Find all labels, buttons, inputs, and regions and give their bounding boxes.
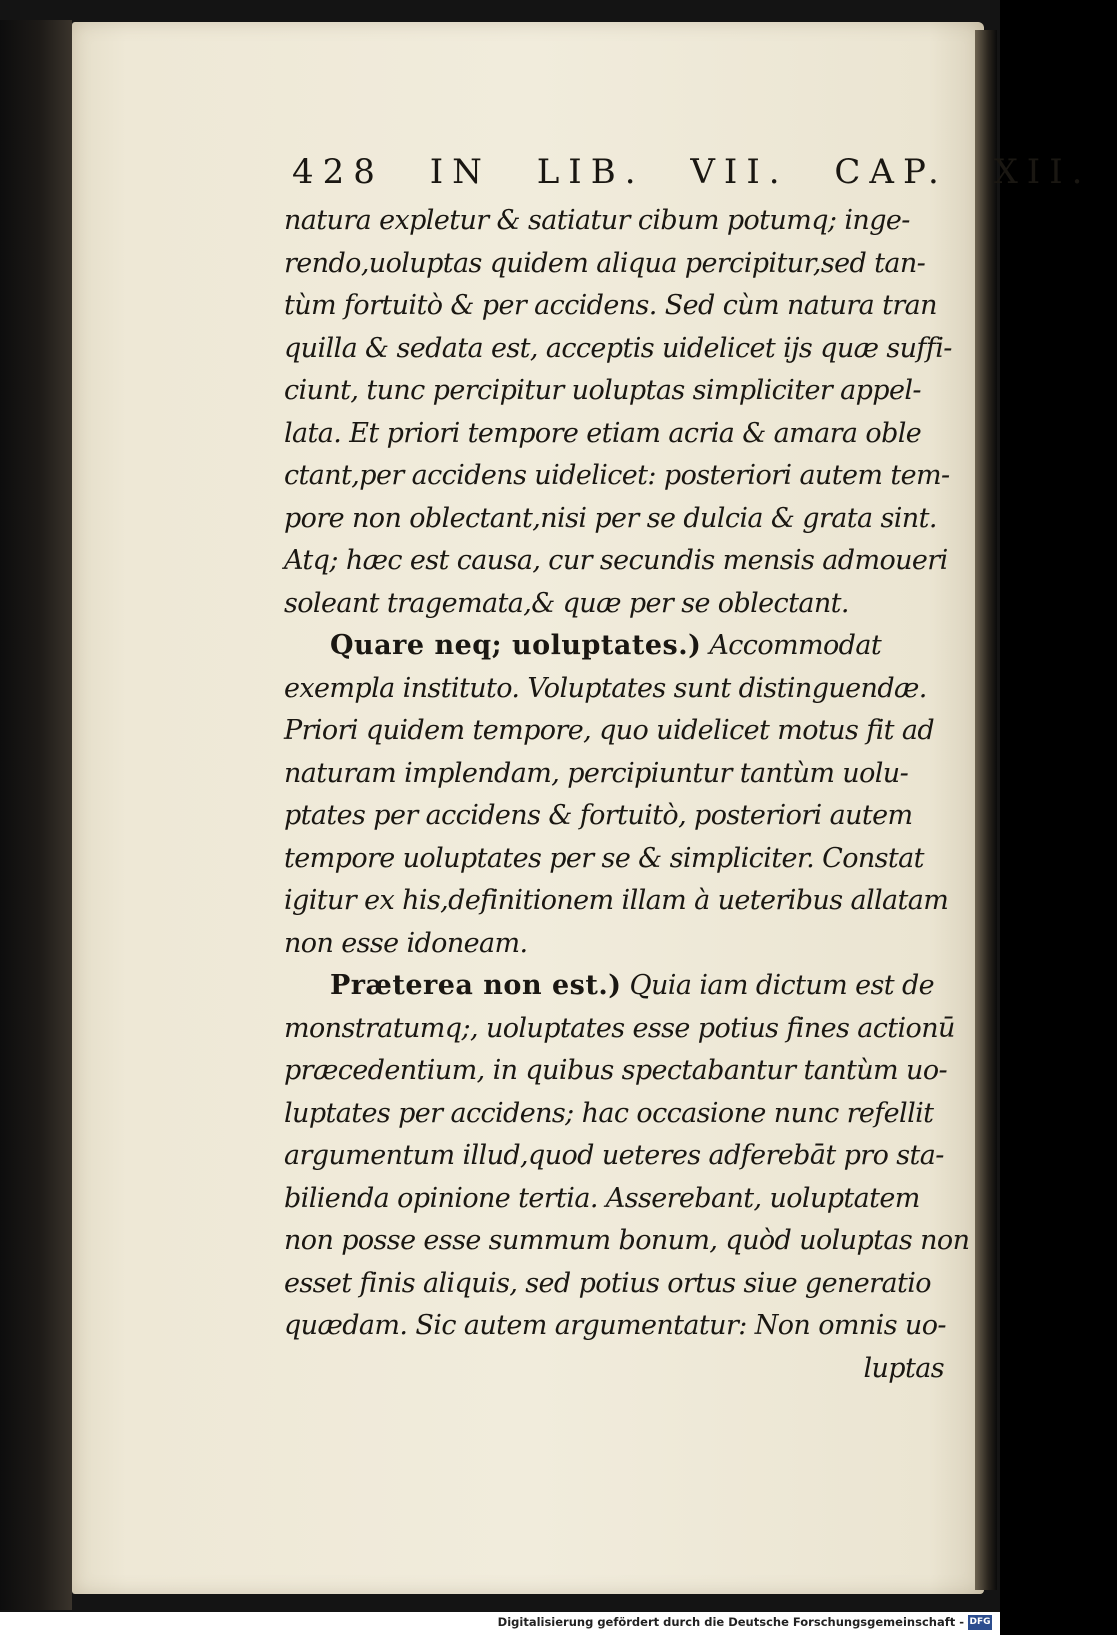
text-line — [284, 1008, 955, 1051]
line-text: non esse idoneam. — [284, 927, 528, 959]
catchword: luptas — [863, 1352, 944, 1384]
text-line — [284, 753, 944, 796]
line-text: ciunt, tunc percipitur uoluptas simpliciter appel- — [284, 375, 921, 406]
line-text: quilla & sedata est, acceptis uidelicet ijs quæ suffi- — [284, 332, 952, 364]
text-line — [284, 965, 944, 1008]
book-spine-shadow — [0, 20, 72, 1610]
line-text: pore non oblectant,nisi per se dulcia & grata sint. — [284, 502, 937, 534]
running-title-word: XII. — [993, 152, 1092, 192]
text-line — [284, 200, 944, 243]
running-title-word: VII. — [690, 152, 789, 192]
line-text: Accommodat — [701, 630, 882, 661]
line-text: quædam. Sic autem argumentatur: Non omnis uo- — [284, 1310, 946, 1341]
line-text: non posse esse summum bonum, quòd uoluptas non — [284, 1225, 970, 1256]
line-text: argumentum illud,quod ueteres adferebāt pro sta- — [284, 1140, 944, 1171]
text-line — [284, 1263, 944, 1306]
text-line — [284, 413, 944, 456]
line-text: Quia iam dictum est de — [621, 970, 935, 1001]
line-text: Atq; hæc est causa, cur secundis mensis admoueri — [284, 545, 948, 576]
text-line — [284, 583, 944, 626]
lemma-heading: Quare neq; uoluptates.) — [330, 630, 702, 661]
dfg-logo: DFG — [968, 1615, 992, 1630]
text-line — [284, 838, 944, 881]
text-line — [284, 880, 949, 923]
page-body-text — [284, 200, 970, 1390]
text-line — [284, 625, 944, 668]
text-line — [284, 1093, 944, 1136]
line-text: ctant,per accidens uidelicet: posteriori autem tem- — [284, 460, 950, 491]
line-text: soleant tragemata,& quæ per se oblectant. — [284, 587, 849, 619]
text-line — [284, 795, 944, 838]
digitization-footer — [0, 1612, 1000, 1635]
line-text: monstratumq;, uoluptates esse potius fines actionū — [284, 1012, 955, 1044]
line-text: tempore uoluptates per se & simpliciter. Constat — [284, 842, 924, 874]
page-edge-shadow — [975, 30, 997, 1590]
text-line — [284, 243, 944, 286]
line-text: Priori quidem tempore, quo uidelicet motus fit ad — [284, 715, 935, 746]
text-line — [284, 1220, 970, 1263]
line-text: naturam implendam, percipiuntur tantùm uolu- — [284, 757, 909, 789]
line-text: igitur ex his,definitionem illam à ueteribus allatam — [284, 885, 949, 916]
text-line — [284, 328, 952, 371]
line-text: bilienda opinione tertia. Asserebant, uoluptatem — [284, 1182, 920, 1214]
line-text: lata. Et priori tempore etiam acria & amara oble — [284, 417, 922, 449]
text-line — [284, 1178, 944, 1221]
lemma-heading: Præterea non est.) — [330, 970, 622, 1001]
text-line — [284, 1050, 948, 1093]
text-line — [284, 923, 944, 966]
line-text: luptates per accidens; hac occasione nunc refellit — [284, 1097, 934, 1129]
line-text: ptates per accidens & fortuitò, posteriori autem — [284, 800, 913, 831]
page-number: 428 — [292, 152, 384, 192]
line-text: esset finis aliquis, sed potius ortus siue generatio — [284, 1267, 931, 1299]
line-text: præcedentium, in quibus spectabantur tantùm uo- — [284, 1055, 948, 1086]
funding-credit: Digitalisierung gefördert durch die Deutsche Forschungsgemeinschaft - — [497, 1615, 964, 1629]
text-line — [284, 540, 948, 583]
text-line — [284, 455, 950, 498]
text-line — [284, 285, 944, 328]
line-text: natura expletur & satiatur cibum potumq; inge- — [284, 205, 910, 236]
text-line — [284, 1305, 944, 1348]
running-title-word: LIB. — [536, 152, 645, 192]
text-line — [284, 1135, 944, 1178]
text-line — [284, 370, 944, 413]
line-text: tùm fortuitò & per accidens. Sed cùm natura tran — [284, 290, 937, 321]
text-line — [284, 710, 944, 753]
text-line — [284, 668, 944, 711]
running-title-word: IN — [429, 152, 491, 192]
line-text: rendo,uoluptas quidem aliqua percipitur,sed tan- — [284, 247, 926, 279]
running-title-word: CAP. — [834, 152, 948, 192]
text-line — [284, 498, 944, 541]
running-header — [292, 152, 1092, 202]
line-text: exempla instituto. Voluptates sunt distinguendæ. — [284, 672, 927, 704]
